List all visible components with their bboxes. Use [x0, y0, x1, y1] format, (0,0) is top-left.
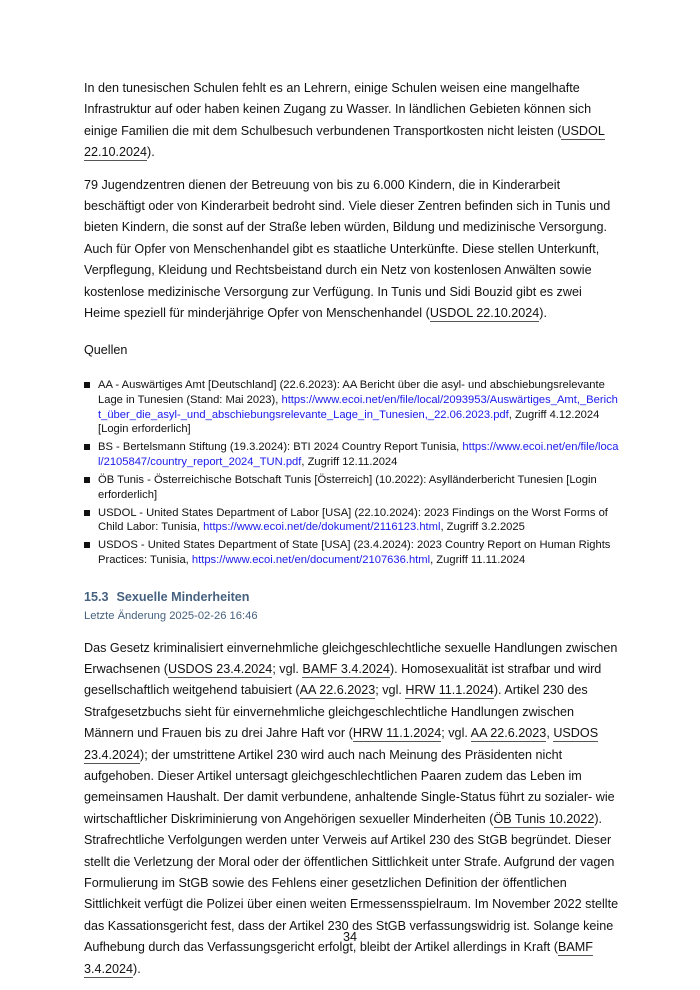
section-number: 15.3: [84, 589, 109, 604]
citation-link[interactable]: ÖB Tunis 10.2022: [493, 811, 595, 826]
citation-link[interactable]: BAMF 3.4.2024: [84, 940, 593, 976]
citation-link[interactable]: USDOL 22.10.2024: [429, 306, 540, 321]
paragraph-youth-centers: 79 Jugendzentren dienen der Betreuung von bis zu 6.000 Kindern, die in Kinderarbeit beschäftigt oder von Kinderarbeit bedroht sind. Viele dieser Zentren befinden sich in Tunis und bieten Kindern, die sonst auf der Straße leben würden, Bildung und medizinische Versorgung. Auch für Opfer von Menschenhandel gibt es staatliche Unterkünfte. Diese stellen Unterkunft, Verpflegung, Kleidung und Rechtsbeistand durch ein Netz von kostenlosen Anwälten sowie kostenlose medizinische Versorgung zur Verfügung. In Tunis und Sidi Bouzid gibt es zwei Heime speziell für minderjährige Opfer von Menschenhandel (USDOL 22.10.2024).: [84, 177, 611, 321]
source-item: BS - Bertelsmann Stiftung (19.3.2024): BTI 2024 Country Report Tunisia, https://www.ecoi.net/en/file/local/2105847/country_report_2024_TUN.pdf, Zugriff 12.11.2024: [84, 440, 619, 469]
paragraph-sexual-minorities: Das Gesetz kriminalisiert einvernehmliche gleichgeschlechtliche sexuelle Handlungen zwischen Erwachsenen (USDOS 23.4.2024; vgl. BAMF 3.4.2024). Homosexualität ist strafbar und wird gesellschaftlich weitgehend tabuisiert (AA 22.6.2023; vgl. HRW 11.1.2024). Artikel 230 des Strafgesetzbuchs sieht für einvernehmliche gleichgeschlechtliche Handlungen zwischen Männern und Frauen bis zu drei Jahre Haft vor (HRW 11.1.2024; vgl. AA 22.6.2023, USDOS 23.4.2024); der umstrittene Artikel 230 wird auch nach Meinung des Präsidenten nicht aufgehoben. Dieser Artikel untersagt gleichgeschlechtlichen Paaren zudem das Leben im gemeinsamen Haushalt. Der damit verbundene, anhaltende Single-Status führt zu sozialer- wie wirtschaftlicher Diskriminierung von Angehörigen sexueller Minderheiten (ÖB Tunis 10.2022). Strafrechtliche Verfolgungen werden unter Verweis auf Artikel 230 des StGB begründet. Dieser stellt die Verletzung der Moral oder der öffentlichen Sittlichkeit unter Strafe. Aufgrund der vagen Formulierung im StGB sowie des Fehlens einer gesetzlichen Definition der öffentlichen Sittlichkeit verfügt die Polizei über einen weiten Ermessensspielraum. Im November 2022 stellte das Kassationsgericht fest, dass der Artikel 230 des StGB verfassungswidrig ist. Solange keine Aufhebung durch das Verfassungsgericht erfolgt, bleibt der Artikel allerdings in Kraft (BAMF 3.4.2024).: [84, 640, 619, 976]
source-item: ÖB Tunis - Österreichische Botschaft Tunis [Österreich] (10.2022): Asylländerbericht Tunesien [Login erforderlich]: [84, 473, 619, 502]
source-url-link[interactable]: https://www.ecoi.net/en/file/local/2105847/country_report_2024_TUN.pdf: [98, 441, 619, 468]
source-item: USDOS - United States Department of State [USA] (23.4.2024): 2023 Country Report on Human Rights Practices: Tunisia, https://www.ecoi.net/en/document/2107636.html, Zugriff 11.11.2024: [84, 538, 619, 567]
citation-link[interactable]: BAMF 3.4.2024: [302, 662, 390, 676]
square-bullet-icon: [84, 510, 90, 516]
source-item: AA - Auswärtiges Amt [Deutschland] (22.6.2023): AA Bericht über die asyl- und abschiebungsrelevante Lage in Tunesien (Stand: Mai 2023), https://www.ecoi.net/en/file/local/2093953/Auswärtiges_Amt,_Bericht_über_die_asyl-_und_abschiebungsrelevante_Lage_in_Tunesien,_22.06.2023.pdf, Zugriff 4.12.2024 [Login erforderlich]: [84, 378, 619, 436]
document-page: [84, 78, 619, 980]
section-title: Sexuelle Minderheiten: [116, 589, 250, 604]
square-bullet-icon: [84, 444, 90, 450]
citation-link[interactable]: AA 22.6.2023: [299, 683, 376, 698]
sources-label: Quellen: [84, 343, 128, 358]
square-bullet-icon: [84, 542, 90, 548]
section-heading: [84, 588, 619, 606]
citation-link[interactable]: USDOS 23.4.2024: [168, 662, 273, 676]
source-url-link[interactable]: https://www.ecoi.net/en/document/2107636.html: [191, 554, 431, 566]
citation-link[interactable]: USDOS 23.4.2024: [84, 726, 599, 762]
citation-link[interactable]: HRW 11.1.2024: [352, 726, 442, 741]
square-bullet-icon: [84, 477, 90, 483]
source-url-link[interactable]: https://www.ecoi.net/de/dokument/2116123.html: [203, 521, 441, 534]
citation-link[interactable]: AA 22.6.2023: [470, 726, 547, 741]
source-url-link[interactable]: https://www.ecoi.net/en/file/local/2093953/Auswärtiges_Amt,_Bericht_über_die_asyl-_und_abschiebungsrelevante_Lage_in_Tunesien,_22.06.2023.pdf: [98, 394, 618, 421]
source-item: USDOL - United States Department of Labor [USA] (22.10.2024): 2023 Findings on the Worst Forms of Child Labor: Tunisia, https://www.ecoi.net/de/dokument/2116123.html, Zugriff 3.2.2025: [84, 506, 619, 535]
paragraph-text: In den tunesischen Schulen fehlt es an Lehrern, einige Schulen weisen eine mangelhafte Infrastruktur auf oder haben keinen Zugang zu Wasser. In ländlichen Gebieten können sich einige Familien die mit dem Schulbesuch verbundenen Transportkosten nicht leisten (: [84, 81, 592, 138]
citation-link[interactable]: USDOL 22.10.2024: [84, 123, 605, 160]
citation-link[interactable]: HRW 11.1.2024: [405, 683, 494, 698]
last-modified: Letzte Änderung 2025-02-26 16:46: [84, 609, 258, 622]
sources-list: [84, 378, 619, 567]
paragraph-text: 79 Jugendzentren dienen der Betreuung von bis zu 6.000 Kindern, die in Kinderarbeit beschäftigt oder von Kinderarbeit bedroht sind. Viele dieser Zentren befinden sich in Tunis und bieten Kindern, die sonst auf der Straße leben würden, Bildung und medizinische Versorgung. Auch für Opfer von Menschenhandel gibt es staatliche Unterkünfte. Diese stellen Unterkunft, Verpflegung, Kleidung und Rechtsbeistand durch ein Netz von kostenlosen Anwälten sowie kostenlose medizinische Versorgung zur Verfügung. In Tunis und Sidi Bouzid gibt es zwei Heime speziell für minderjährige Opfer von Menschenhandel (: [84, 177, 611, 321]
page-number: 34: [342, 930, 357, 944]
square-bullet-icon: [84, 382, 90, 388]
paragraph-schools: In den tunesischen Schulen fehlt es an Lehrern, einige Schulen weisen eine mangelhafte Infrastruktur auf oder haben keinen Zugang zu Wasser. In ländlichen Gebieten können sich einige Familien die mit dem Schulbesuch verbundenen Transportkosten nicht leisten (USDOL 22.10.2024).: [84, 81, 605, 160]
